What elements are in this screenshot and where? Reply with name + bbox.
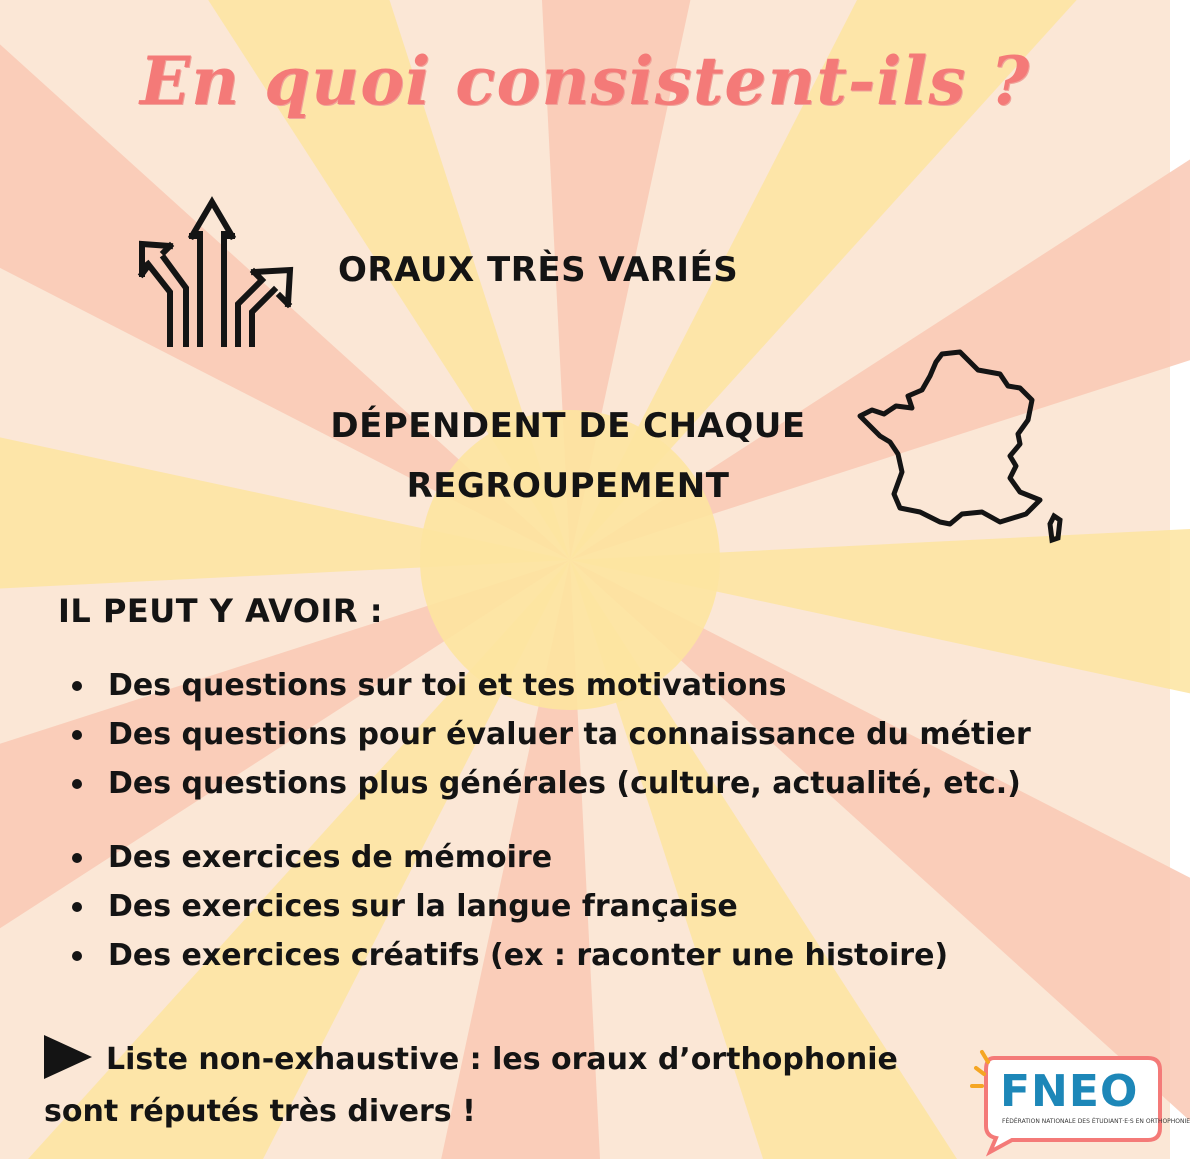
heading-line-1: DÉPENDENT DE CHAQUE [330, 406, 806, 446]
list-item: Des exercices de mémoire [72, 833, 948, 882]
fneo-logo [972, 1044, 1190, 1154]
exercises-list [72, 833, 948, 980]
heading-depends-on-group [298, 396, 838, 516]
footnote-line-2: sont réputés très divers ! [44, 1094, 476, 1129]
page-title: En quoi consistent-ils ? [139, 42, 1031, 120]
footnote-line-1: Liste non-exhaustive : les oraux d’orthophonie [106, 1042, 898, 1077]
heading-there-can-be: IL PEUT Y AVOIR : [58, 592, 383, 630]
list-item: Des exercices sur la langue française [72, 882, 948, 931]
questions-list [72, 661, 1031, 808]
heading-line-2: REGROUPEMENT [406, 466, 730, 506]
france-map-icon [850, 344, 1080, 554]
list-item: Des questions plus générales (culture, actualité, etc.) [72, 759, 1031, 808]
list-item: Des exercices créatifs (ex : raconter une histoire) [72, 931, 948, 980]
logo-wordmark: FNEO [1000, 1066, 1139, 1117]
list-item: Des questions pour évaluer ta connaissance du métier [72, 710, 1031, 759]
heading-varied-orals: ORAUX TRÈS VARIÉS [338, 250, 739, 290]
logo-subtitle: FÉDÉRATION NATIONALE DES ÉTUDIANT·E·S EN ORTHOPHONIE [1002, 1118, 1190, 1125]
diverging-arrows-icon [134, 192, 294, 352]
arrow-pointer-icon [44, 1035, 92, 1079]
footnote [44, 1034, 964, 1138]
list-item: Des questions sur toi et tes motivations [72, 661, 1031, 710]
